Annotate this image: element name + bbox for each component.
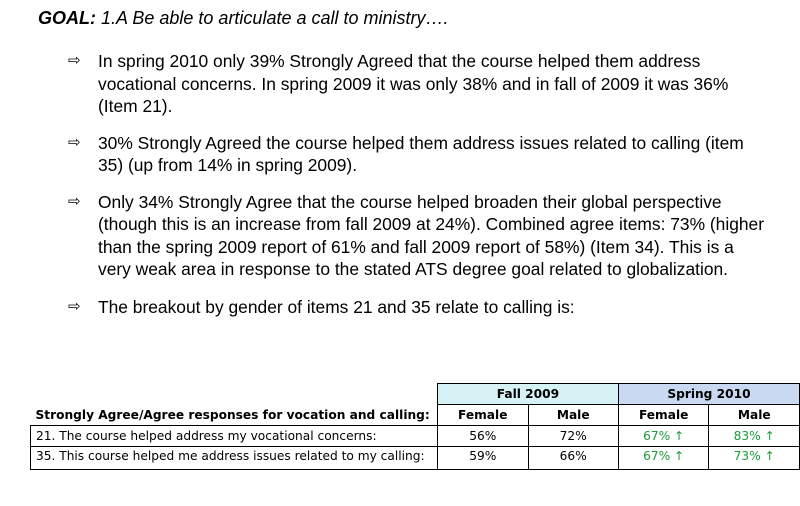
column-header-male: Male [709, 405, 800, 426]
value-cell: 56% [437, 426, 528, 447]
value-cell-increase: 83% ↑ [709, 426, 800, 447]
value-cell-increase: 67% ↑ [618, 426, 709, 447]
value-cell: 66% [528, 447, 618, 470]
item-label: 35. This course helped me address issues related to my calling: [31, 447, 438, 470]
right-arrow-icon: ⇨ [68, 297, 81, 315]
group-header-row [31, 384, 800, 405]
bullet-text: 30% Strongly Agreed the course helped them address issues related to calling (item 35) (up from 14% in spring 2009). [98, 132, 744, 175]
value-cell-increase: 67% ↑ [618, 447, 709, 470]
value-cell: 59% [437, 447, 528, 470]
goal-heading [38, 8, 449, 29]
column-header-male: Male [528, 405, 618, 426]
goal-label: GOAL: [38, 8, 96, 28]
bullet-text: Only 34% Strongly Agree that the course helped broaden their global perspective (though this is an increase from fall 2009 at 24%). Combined agree items: 73% (higher than the spring 2009 report of 61% and fall 2009 report of 58%) (Item 34). This is a very weak area in response to the stated ATS degree goal related to globalization. [98, 191, 765, 279]
table-row [31, 426, 800, 447]
column-header-row [31, 405, 800, 426]
goal-text: 1.A Be able to articulate a call to ministry…. [101, 8, 449, 28]
gender-breakout-table [30, 383, 800, 470]
table-row [31, 447, 800, 470]
column-header-female: Female [618, 405, 709, 426]
bullet-item [66, 191, 766, 281]
row-header-label: Strongly Agree/Agree responses for vocation and calling: [31, 405, 438, 426]
item-label: 21. The course helped address my vocational concerns: [31, 426, 438, 447]
right-arrow-icon: ⇨ [68, 52, 81, 69]
bullet-item [66, 132, 766, 177]
value-cell: 72% [528, 426, 618, 447]
bullet-text: In spring 2010 only 39% Strongly Agreed that the course helped them address vocational concerns. In spring 2009 it was only 38% and in fall of 2009 it was 36% (Item 21). [98, 51, 729, 116]
bullet-item [66, 50, 766, 118]
bullet-text: The breakout by gender of items 21 and 35 relate to calling is: [98, 296, 575, 317]
bullet-item [66, 296, 766, 319]
bullet-list [66, 50, 766, 318]
column-header-female: Female [437, 405, 528, 426]
group-header-spring-2010: Spring 2010 [618, 384, 799, 405]
value-cell-increase: 73% ↑ [709, 447, 800, 470]
empty-corner-cell [31, 384, 438, 405]
right-arrow-icon: ⇨ [68, 133, 81, 151]
group-header-fall-2009: Fall 2009 [437, 384, 618, 405]
right-arrow-icon: ⇨ [68, 192, 81, 210]
